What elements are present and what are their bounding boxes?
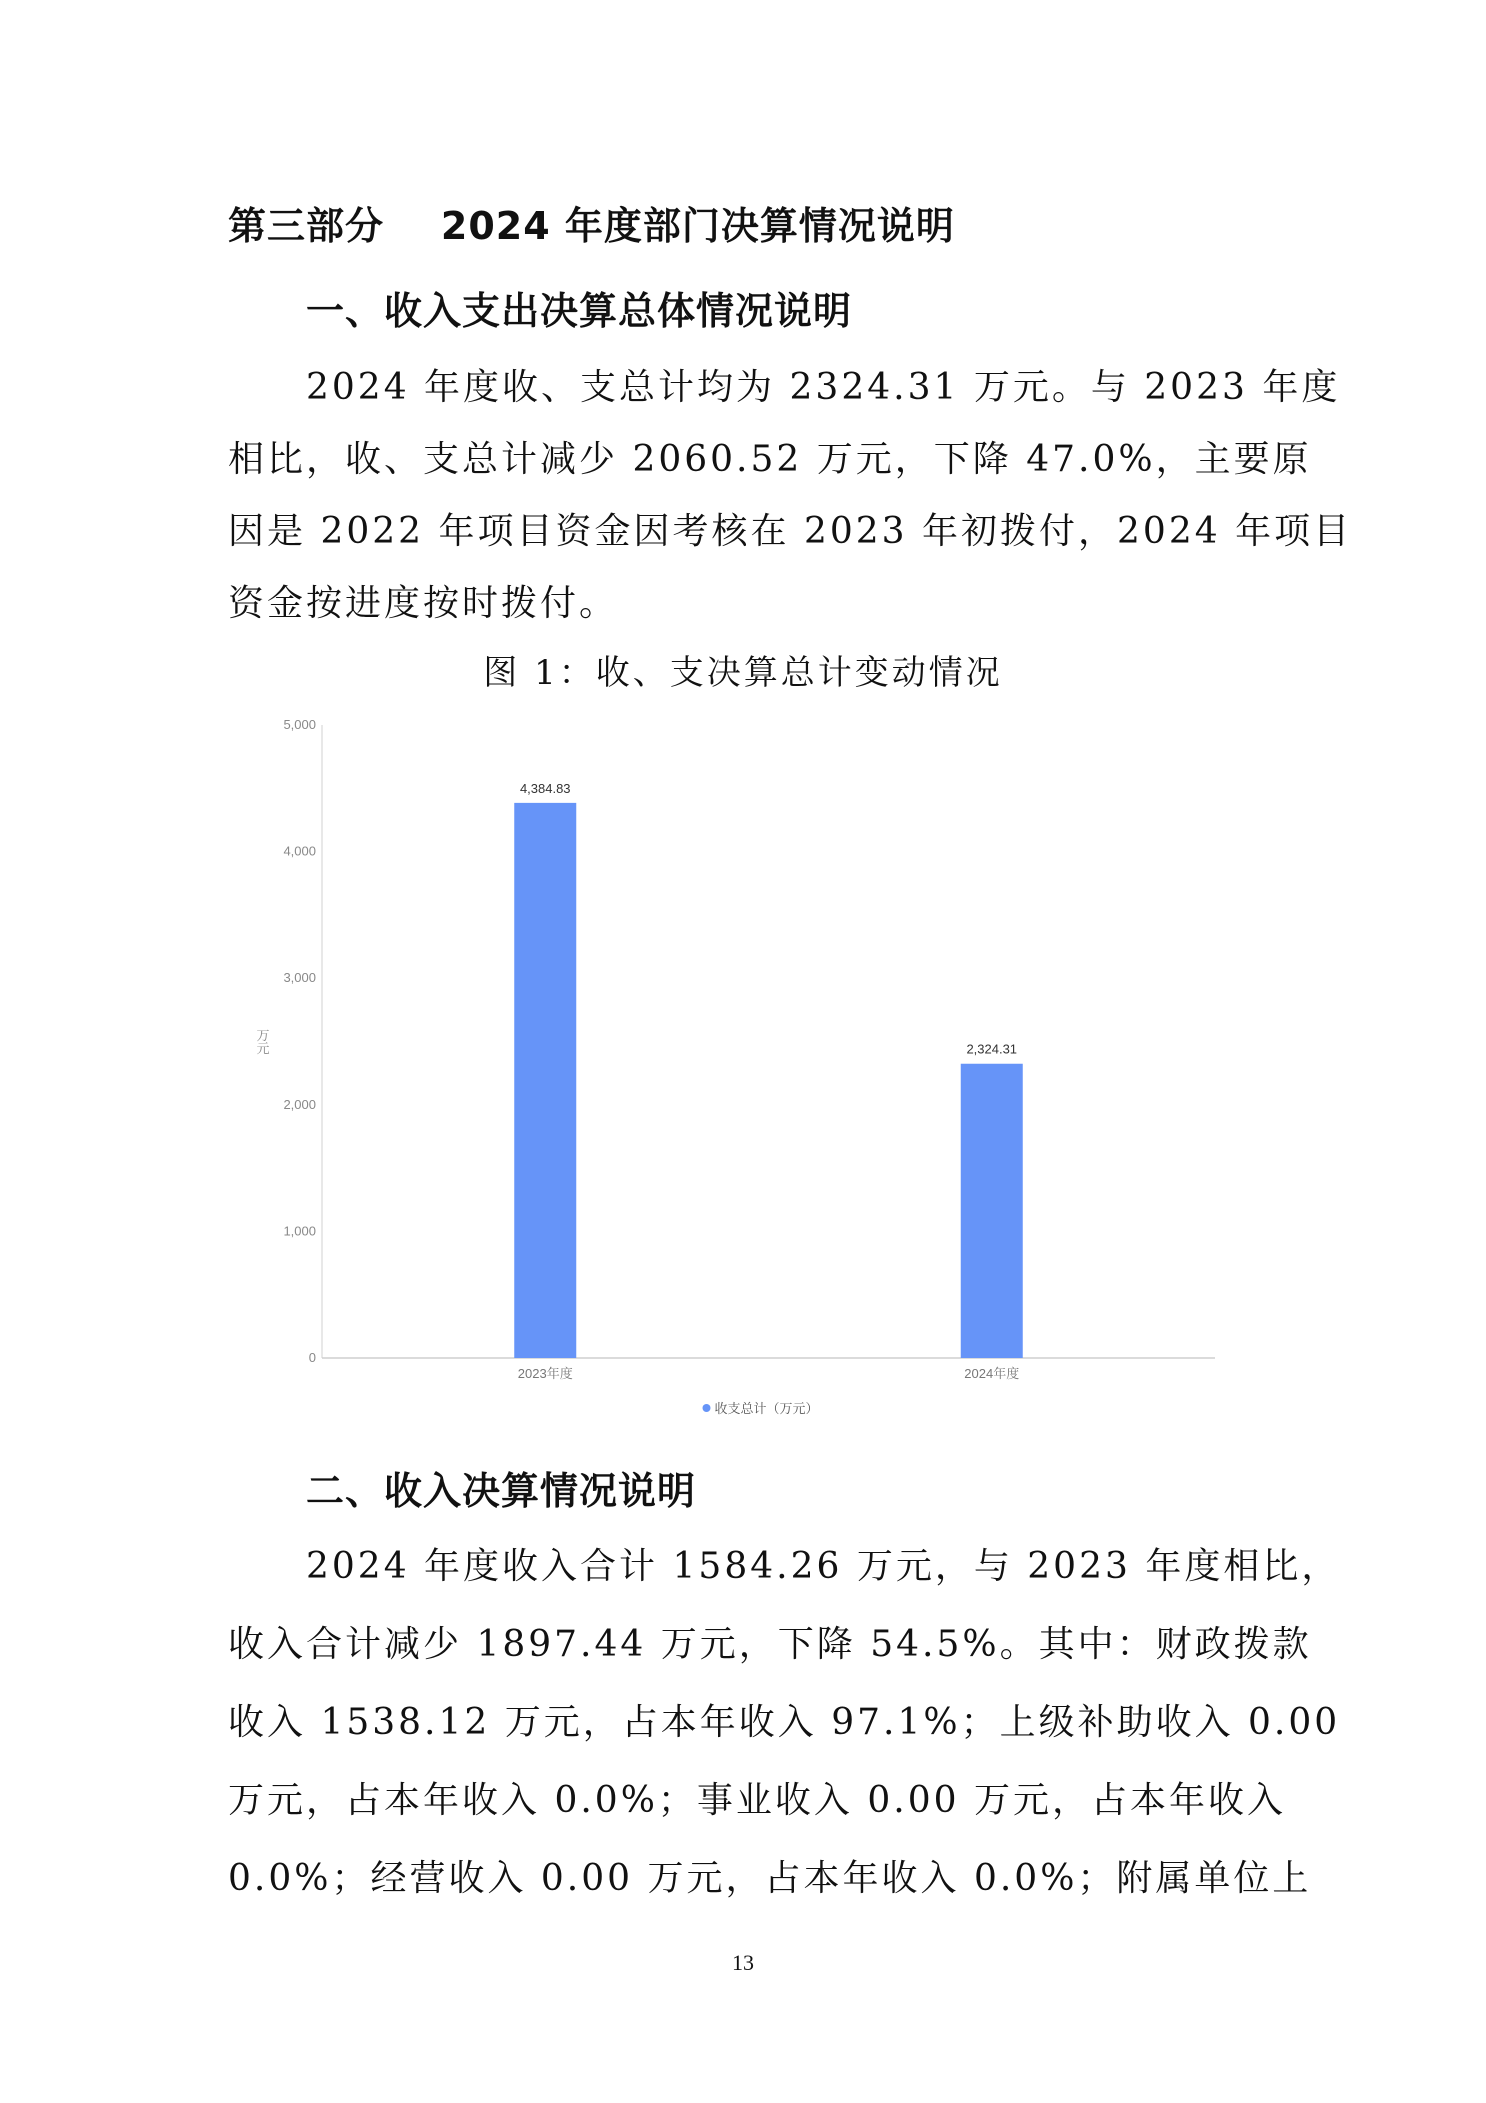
data-label: 4,384.83 — [519, 780, 571, 796]
x-tick-label: 2024年度 — [964, 1366, 1020, 1381]
legend-marker — [703, 1404, 711, 1412]
y-tick-label: 2,000 — [283, 1096, 316, 1112]
bar-chart-svg — [240, 710, 1240, 1440]
legend-label: 收支总计（万元） — [714, 1401, 819, 1416]
section-heading-1: 一、收入支出决算总体情况说明 — [306, 289, 853, 333]
paragraph-line: 资金按进度按时拨付。 — [228, 583, 619, 624]
part-title: 第三部分 2024 年度部门决算情况说明 — [228, 204, 955, 248]
data-label: 2,324.31 — [966, 1041, 1018, 1057]
paragraph-income-expense-overview — [228, 352, 1353, 640]
paragraph-line: 2024 年度收、支总计均为 2324.31 万元。与 2023 年度 — [306, 367, 1341, 408]
paragraph-income-details — [228, 1528, 1341, 1918]
paragraph-line: 2024 年度收入合计 1584.26 万元，与 2023 年度相比， — [306, 1546, 1341, 1587]
bar — [961, 1064, 1023, 1358]
y-tick-label: 1,000 — [283, 1223, 316, 1239]
paragraph-line: 万元，占本年收入 0.0%；事业收入 0.00 万元，占本年收入 — [228, 1780, 1286, 1821]
paragraph-line: 0.0%；经营收入 0.00 万元，占本年收入 0.0%；附属单位上 — [228, 1858, 1312, 1899]
y-tick-label: 3,000 — [283, 970, 316, 986]
section-heading-2: 二、收入决算情况说明 — [306, 1469, 697, 1513]
y-axis-label: 万元 — [254, 1028, 270, 1055]
bar — [514, 803, 576, 1358]
bar-chart — [240, 710, 1240, 1440]
y-tick-label: 4,000 — [283, 843, 316, 859]
paragraph-line: 收入 1538.12 万元，占本年收入 97.1%；上级补助收入 0.00 — [228, 1702, 1341, 1743]
page-number: 13 — [732, 1950, 754, 1975]
paragraph-line: 因是 2022 年项目资金因考核在 2023 年初拨付，2024 年项目 — [228, 511, 1353, 552]
paragraph-line: 相比，收、支总计减少 2060.52 万元，下降 47.0%，主要原 — [228, 439, 1312, 480]
figure-caption: 图 1：收、支决算总计变动情况 — [483, 653, 1003, 693]
paragraph-line: 收入合计减少 1897.44 万元，下降 54.5%。其中：财政拨款 — [228, 1624, 1312, 1665]
y-tick-label: 5,000 — [283, 717, 316, 732]
x-tick-label: 2023年度 — [517, 1366, 573, 1381]
y-tick-label: 0 — [308, 1350, 316, 1365]
